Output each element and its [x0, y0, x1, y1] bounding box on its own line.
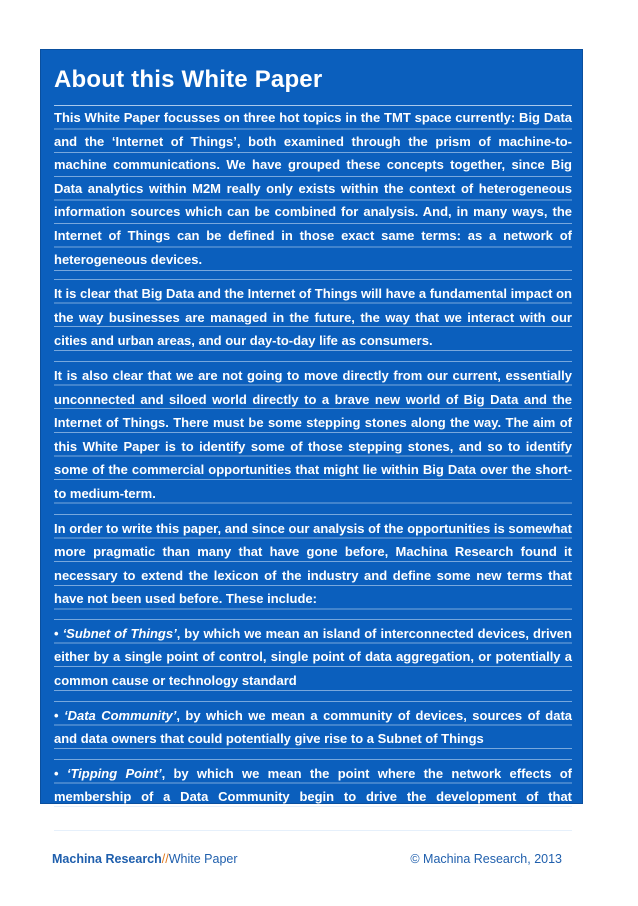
paragraph-impact: It is clear that Big Data and the Internet of Things will have a fundamental impact on the way businesses are managed in the future, the way that we interact with our cities and urban areas, and our day-to-day life as consumers.	[54, 279, 572, 353]
panel-title: About this White Paper	[54, 66, 323, 93]
bullet-tipping-point	[54, 759, 572, 833]
footer-separator: //	[161, 852, 169, 866]
paragraph-intro: This White Paper focusses on three hot topics in the TMT space currently: Big Data and the ‘Internet of Things’, both examined through the prism of machine-to-machine communications. We have grouped these concepts together, since Big Data analytics within M2M really only exists within the context of heterogeneous information sources which can be combined for analysis. And, in many ways, the Internet of Things can be defined in those exact same terms: as a network of heterogeneous devices.	[54, 105, 572, 271]
footer-brand: Machina Research	[52, 852, 162, 866]
footer-left	[52, 851, 238, 867]
bullet-subnet-of-things	[54, 619, 572, 693]
paragraph-stepping-stones: It is also clear that we are not going to move directly from our current, essentially unconnected and siloed world directly to a brave new world of Big Data and the Internet of Things. There must be some stepping stones along the way. The aim of this White Paper is to identify some of those stepping stones, and so to identify some of the commercial opportunities that might lie within Big Data over the short- to medium-term.	[54, 361, 572, 506]
bullet-data-community	[54, 701, 572, 751]
bullet-text: , by which we mean a community of devices, sources of data and data owners that could potentially give rise to a Subnet of Things	[54, 707, 573, 747]
bullet-term: ‘Subnet of Things’	[62, 625, 177, 641]
bullet-term: ‘Data Community’	[64, 707, 177, 723]
bullet-marker: •	[54, 707, 59, 723]
footer-doc-type: White Paper	[168, 852, 238, 866]
paragraph-lexicon: In order to write this paper, and since our analysis of the opportunities is somewhat more pragmatic than many that have gone before, Machina Research found it necessary to extend the lexicon of the industry and define some new terms that have not been used before. These include:	[54, 514, 572, 611]
bullet-marker: •	[54, 625, 59, 641]
footer-copyright: © Machina Research, 2013	[410, 852, 562, 866]
bullet-text: , by which we mean an island of interconnected devices, driven either by a single point of control, single point of data aggregation, or potentially a common cause or technology standard	[54, 625, 572, 689]
bullet-term: ‘Tipping Point’	[66, 765, 162, 781]
bullet-text: , by which we mean the point where the network effects of membership of a Data Community begin to drive the development of that community.	[54, 765, 572, 829]
bullet-marker: •	[54, 765, 59, 781]
about-panel	[40, 49, 583, 829]
